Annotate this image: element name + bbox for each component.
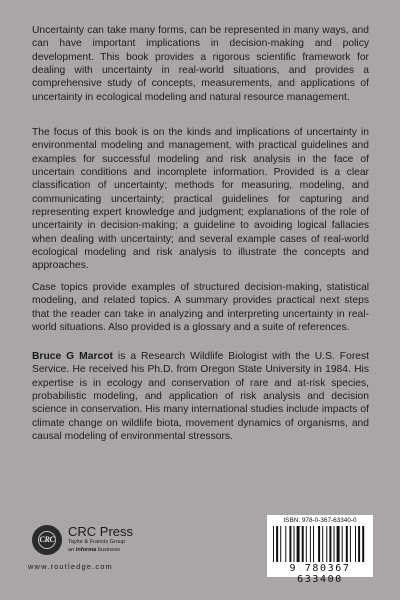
barcode-digits: 9 780367 633400 [289,563,351,585]
isbn-label: ISBN: 978-0-367-63340-0 [283,517,357,524]
description-paragraph-3: Case topics provide examples of structured decision-making, statistical modeling, and related topics. A summary provides practical next steps that the reader can take in analyzing and interpreting uncertainty in real-world situations. Also provided is a glossary and a suite of references. [32,282,369,334]
author-bio-text: is a Research Wildlife Biologist with the U.S. Forest Service. He received his Ph.D. from Oregon State University in 1984. His expertise is in ecology and conservation of rare and at-risk species, probabilistic modeling, and application of risk analysis and decision science in conservation. His many international studies include impacts of climate change on wildlife biota, movement dynamics of organisms, and causal modeling of environmental stressors. [32,351,369,443]
publisher-logo [28,518,198,578]
publisher-url: www.routledge.com [28,562,113,571]
author-bio [32,350,369,443]
publisher-group: Taylor & Francis Group [68,539,126,545]
publisher-name: CRC Press [68,524,134,539]
crc-logo-icon [32,525,62,555]
isbn-barcode [267,515,373,585]
description-paragraph-1: Uncertainty can take many forms, can be represented in many ways, and can have important implications in decision-making and policy development. This book provides a rigorous scientific framework for dealing with uncertainty in real-world situations, and provides a comprehensive study of concepts, measurements, and applications of uncertainty in ecological modeling and natural resource management. [32,25,369,103]
barcode-graphic [273,526,367,562]
crc-logo-mark-text: CRC [39,535,55,544]
publisher-business: an informa business [68,547,120,553]
author-name: Bruce G Marcot [32,351,113,362]
description-paragraph-2: The focus of this book is on the kinds and implications of uncertainty in environmental modeling and management, with practical guidelines and examples for successful modeling and risk analysis in the face of uncertain conditions and incomplete information. Provided is a clear classification of uncertainty; methods for measuring, modeling, and communicating uncertainty; practical guidelines for capturing and representing expert knowledge and judgment; explanations of the role of uncertainty in decision-making; a guideline to avoiding logical fallacies when dealing with uncertainty; and several example cases of real-world ecological modeling and risk analysis to illustrate the concepts and approaches. [32,127,369,272]
